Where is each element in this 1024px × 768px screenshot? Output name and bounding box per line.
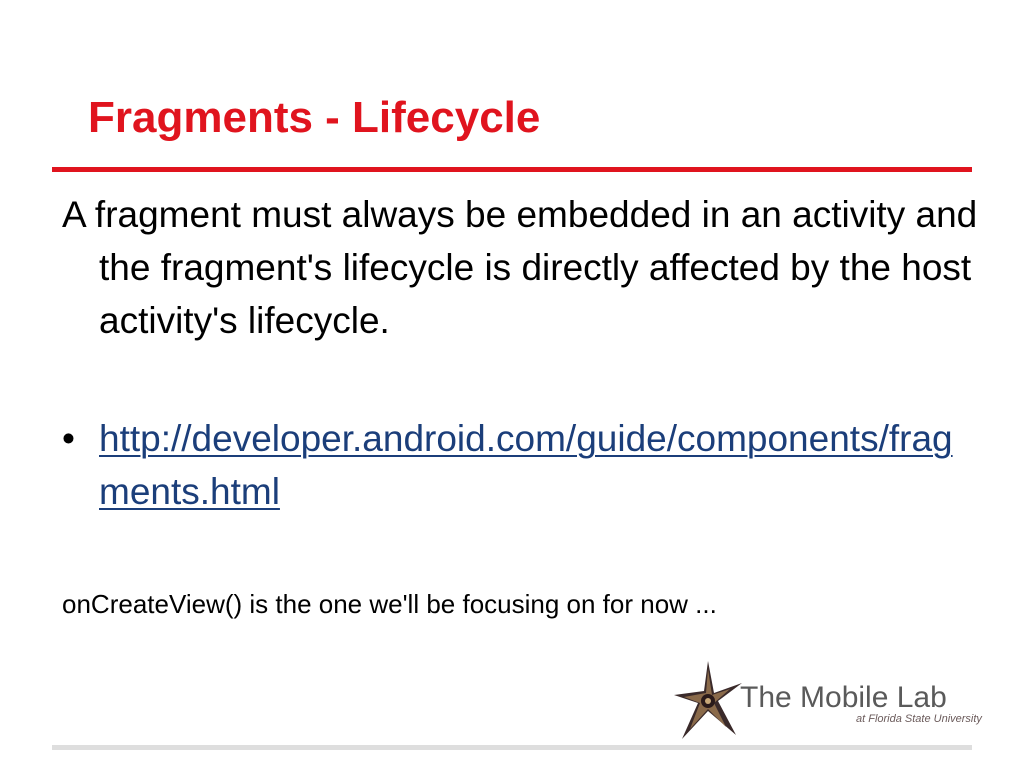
mobile-lab-logo-icon — [668, 655, 748, 745]
slide-title: Fragments - Lifecycle — [88, 93, 541, 142]
footer-divider — [52, 745, 972, 750]
bullet-item — [62, 412, 962, 518]
footnote-text: onCreateView() is the one we'll be focusing on for now ... — [62, 589, 717, 619]
logo-name-text: The Mobile Lab — [740, 681, 947, 714]
bullet-dot-icon: • — [62, 418, 75, 459]
developer-guide-link[interactable]: http://developer.android.com/guide/components/fragments.html — [99, 418, 953, 512]
title-divider — [52, 167, 972, 172]
bullet-text — [62, 412, 954, 518]
logo-subtitle-text: at Florida State University — [856, 713, 982, 725]
the-mobile-lab-logo — [668, 655, 1020, 745]
body-paragraph: A fragment must always be embedded in an activity and the fragment's lifecycle is directly affected by the host activity's lifecycle. — [62, 194, 978, 341]
